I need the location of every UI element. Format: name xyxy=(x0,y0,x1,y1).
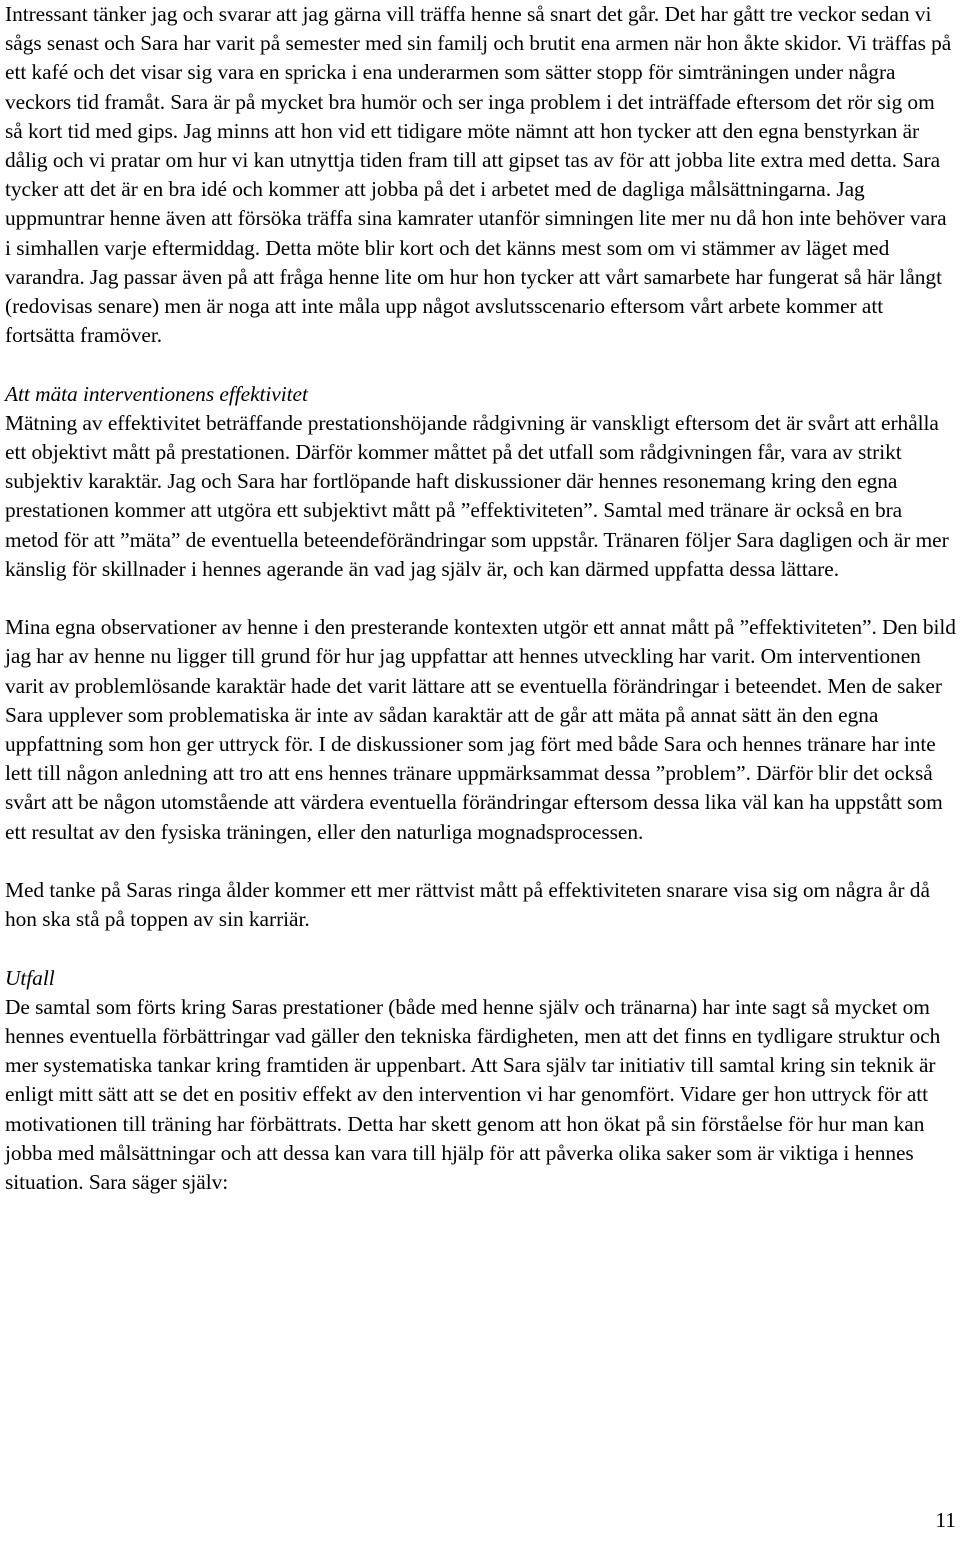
document-page xyxy=(5,0,957,1197)
paragraph-spacer xyxy=(5,584,957,613)
age-note-paragraph: Med tanke på Saras ringa ålder kommer ett mer rättvist mått på effektiviteten snarare visa sig om några år då hon ska stå på toppen av sin karriär. xyxy=(5,878,930,932)
paragraph-spacer xyxy=(5,350,957,379)
section-heading-outcome: Utfall xyxy=(5,965,55,990)
intro-paragraph: Intressant tänker jag och svarar att jag gärna vill träffa henne så snart det går. Det har gått tre veckor sedan vi sågs senast och Sara har varit på semester med sin familj och brutit ena armen när hon åkte skidor. Vi träffas på ett kafé och det visar sig vara en spricka i ena underarmen som sätter stopp för simträningen under några veckors tid framåt. Sara är på mycket bra humör och ser inga problem i det inträffade eftersom det rör sig om så kort tid med gips. Jag minns att hon vid ett tidigare möte nämnt att hon tycker att den egna benstyrkan är dålig och vi pratar om hur vi kan utnyttja tiden fram till att gipset tas av för att jobba lite extra med detta. Sara tycker att det är en bra idé och kommer att jobba på det i arbetet med de dagliga målsättningarna. Jag uppmuntrar henne även att försöka träffa sina kamrater utanför simningen lite mer nu då hon inte behöver vara i simhallen varje eftermiddag. Detta möte blir kort och det känns mest som om vi stämmer av läget med varandra. Jag passar även på att fråga henne lite om hur hon tycker att vårt samarbete har fungerat så här långt (redovisas senare) men är noga att inte måla upp något avslutsscenario eftersom vårt arbete kommer att fortsätta framöver. xyxy=(5,2,952,348)
paragraph-spacer xyxy=(5,847,957,876)
section-heading-effectiveness: Att mäta interventionens effektivitet xyxy=(5,381,308,406)
page-number: 11 xyxy=(935,1508,956,1532)
observations-paragraph: Mina egna observationer av henne i den presterande kontexten utgör ett annat mått på ”effektiviteten”. Den bild jag har av henne nu ligger till grund för hur jag uppfattar att hennes utveckling har varit. Om interventionen varit av problemlösande karaktär hade det varit lättare att se eventuella förändringar i beteendet. Men de saker Sara upplever som problematiska är inte av sådan karaktär att de går att mäta på annat sätt än den egna uppfattning som hon ger uttryck för. I de diskussioner som jag fört med både Sara och hennes tränare har inte lett till någon anledning att tro att ens hennes tränare uppmärksammat dessa ”problem”. Därför blir det också svårt att be någon utomstående att värdera eventuella förändringar eftersom dessa lika väl kan ha uppstått som ett resultat av den fysiska träningen, eller den naturliga mognadsprocessen. xyxy=(5,615,956,844)
outcome-paragraph: De samtal som förts kring Saras prestationer (både med henne själv och tränarna) har inte sagt så mycket om hennes eventuella förbättringar vad gäller den tekniska färdigheten, men att det finns en tydligare struktur och mer systematiska tankar kring framtiden är uppenbart. Att Sara själv tar initiativ till samtal kring sin teknik är enligt mitt sätt att se det en positiv effekt av den intervention vi har genomfört. Vidare ger hon uttryck för att motivationen till träning har förbättrats. Detta har skett genom att hon ökat på sin förståelse för hur man kan jobba med målsättningar och att dessa kan vara till hjälp för att påverka olika saker som är viktiga i hennes situation. Sara säger själv: xyxy=(5,994,941,1195)
paragraph-spacer xyxy=(5,934,957,963)
effectiveness-paragraph: Mätning av effektivitet beträffande prestationshöjande rådgivning är vanskligt eftersom det är svårt att erhålla ett objektivt mått på prestationen. Därför kommer måttet på det utfall som rådgivningen får, vara av strikt subjektiv karaktär. Jag och Sara har fortlöpande haft diskussioner där hennes resonemang kring den egna prestationen kommer att utgöra ett subjektivt mått på ”effektiviteten”. Samtal med tränare är också en bra metod för att ”mäta” de eventuella beteendeförändringar som uppstår. Tränaren följer Sara dagligen och är mer känslig för skillnader i hennes agerande än vad jag själv är, och kan därmed uppfatta dessa lättare. xyxy=(5,410,949,581)
